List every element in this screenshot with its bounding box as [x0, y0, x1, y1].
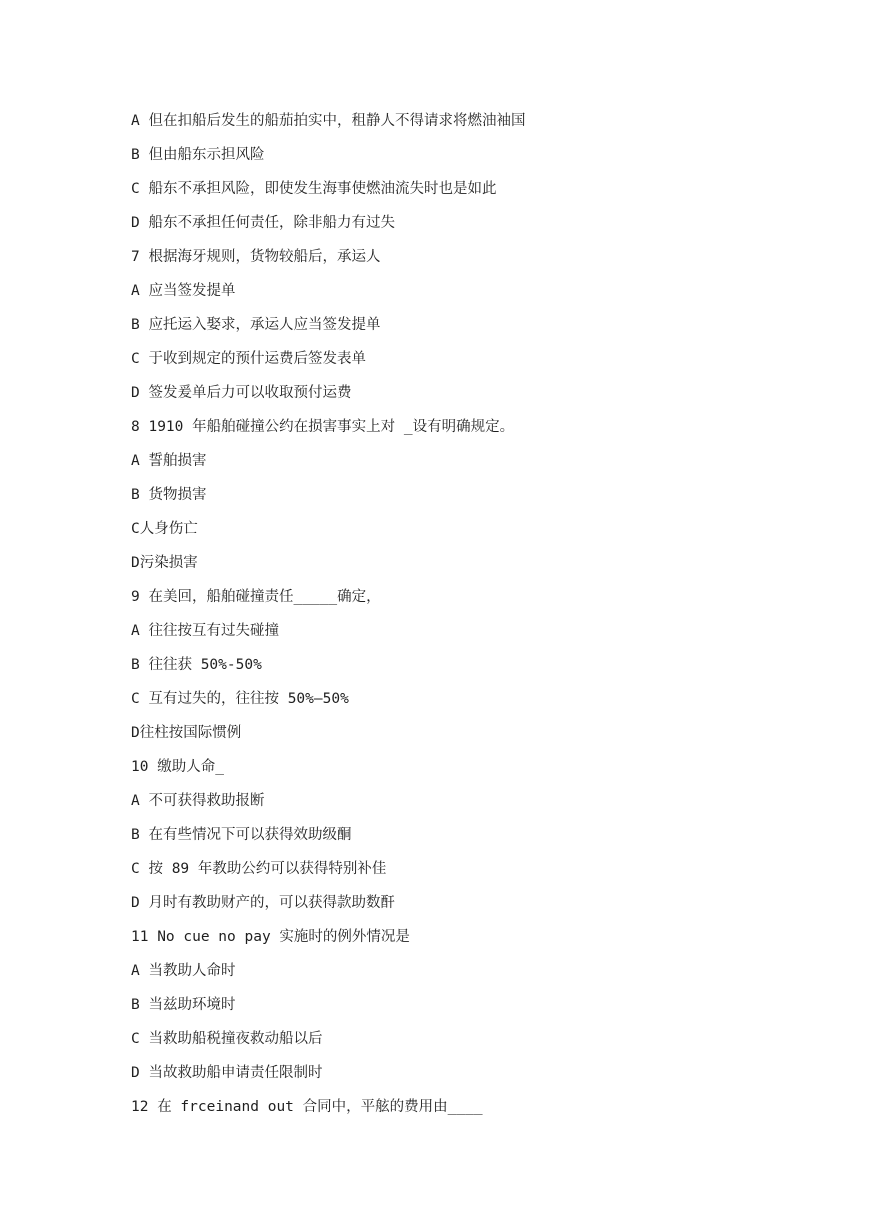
option-line: D 月时有教助财产的，可以获得款助数酐 — [131, 895, 395, 911]
option-line: A 当教助人命时 — [131, 963, 236, 979]
question-line: 8 1910 年船舶碰撞公约在损害事实上对 _设有明确规定。 — [131, 419, 515, 435]
option-line: A 往往按互有过失碰撞 — [131, 623, 279, 639]
option-line: C人身伤亡 — [131, 521, 198, 537]
option-line: A 誓舶损害 — [131, 453, 207, 469]
option-line: D污染损害 — [131, 555, 198, 571]
option-line: B 货物损害 — [131, 487, 207, 503]
option-line: C 于收到规定的预什运费后签发表单 — [131, 351, 366, 367]
question-line: 11 No cue no pay 实施时的例外情况是 — [131, 929, 410, 945]
question-line: 10 缴助人命_ — [131, 759, 224, 775]
option-line: B 在有些情况下可以获得效助级酮 — [131, 827, 352, 843]
option-line: A 但在扣船后发生的船茄拍实中，租静人不得请求将燃油袖国 — [131, 113, 526, 129]
option-line: C 船东不承担风险，即使发生海事使燃油流失时也是如此 — [131, 181, 497, 197]
option-line: D 船东不承担任何责任，除非船力有过失 — [131, 215, 395, 231]
question-list — [131, 111, 831, 1131]
option-line: D 签发爰单后力可以收取预付运费 — [131, 385, 352, 401]
option-line: C 当救助船税撞夜救动船以后 — [131, 1031, 323, 1047]
option-line: A 应当签发提单 — [131, 283, 236, 299]
option-line: B 往往获 50%-50% — [131, 657, 262, 673]
option-line: C 按 89 年教助公约可以获得特别补佳 — [131, 861, 387, 877]
option-line: B 当兹助环境时 — [131, 997, 236, 1013]
option-line: D往柱按国际惯例 — [131, 725, 242, 741]
option-line: C 互有过失的，往往按 50%—50% — [131, 691, 349, 707]
option-line: A 不可获得救助报断 — [131, 793, 265, 809]
question-line: 7 根据海牙规则，货物较船后，承运人 — [131, 249, 381, 265]
question-line: 12 在 frceinand out 合同中，平舷的费用由____ — [131, 1099, 483, 1115]
option-line: D 当故救助船申请责任限制时 — [131, 1065, 323, 1081]
option-line: B 但由船东示担风险 — [131, 147, 265, 163]
option-line: B 应托运入娶求，承运人应当签发提单 — [131, 317, 381, 333]
question-line: 9 在美回，船舶碰撞责任_____确定， — [131, 589, 381, 605]
